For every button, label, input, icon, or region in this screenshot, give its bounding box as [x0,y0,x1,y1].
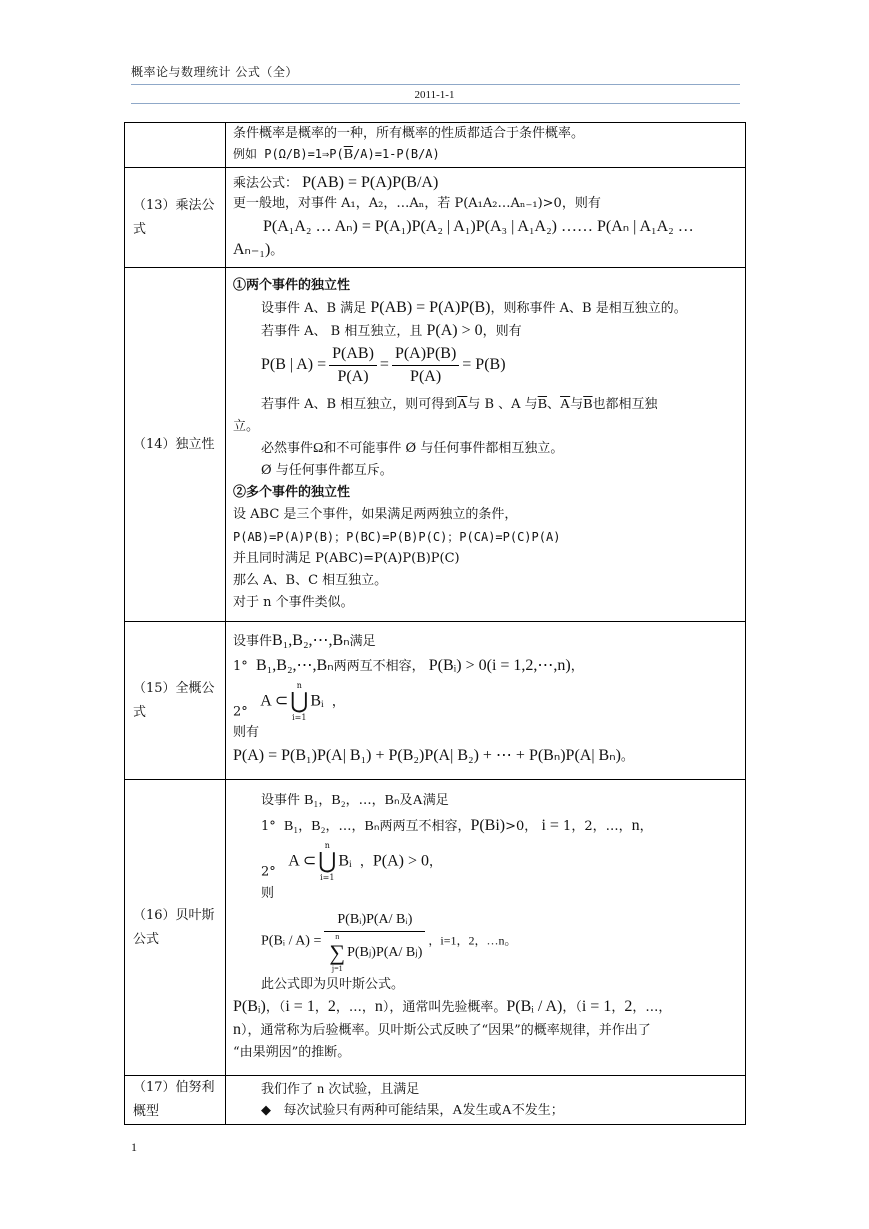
text-line: 则 [261,886,275,901]
formula-line: P(A₁A₂ … Aₙ) = P(A₁)P(A₂ | A₁)P(A₃ | A₁A₂) …… P(Aₙ | A₁A₂ … [263,218,694,235]
table-row-total-probability [125,622,746,780]
table-row-independence [125,268,746,622]
text-line: 则有 [233,724,260,740]
text-line: ◆ 每次试验只有两种可能结果，A发生或A不发生； [261,1102,564,1118]
table-row-conditional [125,123,746,168]
row-content [226,622,746,780]
text-line: 若事件 A、 B 相互独立，且 P(A) > 0，则有 [261,321,522,339]
header-date: 2011-1-1 [414,89,455,101]
text-line: 立。 [233,418,260,434]
text-line: P(Bᵢ)，（i = 1，2，…，n），通常叫先验概率。P(Bᵢ / A)，（i = 1，2，…， [233,998,672,1015]
text-line: 对于 n 个事件类似。 [233,594,354,610]
row-label: （17）伯努利概型 [125,1076,226,1125]
formula-line: Aₙ₋₁)。 [233,241,284,258]
formula-line: 2° A ⊂ n ⋃ i=1 Bᵢ ， [233,680,345,722]
text-line: 我们作了 n 次试验，且满足 [261,1081,420,1097]
text-line: “由果朔因”的推断。 [233,1045,351,1060]
text-line: 那么 A、B、C 相互独立。 [233,572,388,588]
text-line: 条件概率是概率的一种，所有概率的性质都适合于条件概率。 [233,126,585,141]
row-content [226,168,746,268]
text-line: n），通常称为后验概率。贝叶斯公式反映了“因果”的概率规律，并作出了 [233,1021,651,1038]
bayes-formula: P(Bᵢ / A) = P(Bᵢ)P(A/ Bᵢ) n ∑ j=1 P(Bⱼ)P(A/ Bⱼ) ，i=1，2，…n。 [233,909,741,974]
section-heading: ①两个事件的独立性 [233,277,351,293]
section-heading: ②多个事件的独立性 [233,484,351,500]
table-row-bayes [125,780,746,1076]
header-rule-bottom [131,103,740,104]
row-label: （14）独立性 [125,268,226,622]
text-line: 1° B₁,B₂,⋯,Bₙ两两互不相容， P(Bᵢ) > 0(i = 1,2,⋯,n)， [233,656,584,674]
table-row-bernoulli [125,1076,746,1125]
text-line: 设事件 B₁，B₂，…，Bₙ及A满足 [261,793,449,808]
row-content [226,268,746,622]
header-title: 概率论与数理统计 公式（全） [131,65,298,79]
row-content [226,1076,746,1125]
formula-table [124,122,746,1125]
row-content [226,780,746,1076]
row-label: （15）全概公式 [125,622,226,780]
formula-line: 2° A ⊂ n ⋃ i=1 Bᵢ ，P(A) > 0， [261,841,443,882]
text-line: 设 ABC 是三个事件，如果满足两两独立的条件， [233,506,518,522]
text-line: 设事件B₁,B₂,⋯,Bₙ满足 [233,631,376,649]
formula-line: P(A) = P(B₁)P(A| B₁) + P(B₂)P(A| B₂) + ⋯ + P(Bₙ)P(A| Bₙ)。 [233,746,634,764]
text-line: 设事件 A、B 满足 P(AB) = P(A)P(B)，则称事件 A、B 是相互独立的。 [261,298,687,316]
row-label: （16）贝叶斯公式 [125,780,226,1076]
formula-line: 乘法公式： P(AB) = P(A)P(B/A) [233,174,439,191]
formula-line: 例如 $P(\Omega/B)=1\Rightarrow P(\overline{B}/A)=1-P(B/A)$ [233,147,440,162]
bullet-icon: ◆ [261,1102,271,1118]
text-line: 1° B₁，B₂，…，Bₙ两两互不相容，P(Bi)>0， i = 1，2，…，n， [261,817,653,834]
page-number: 1 [131,1140,137,1154]
formula-line: P(B | A) = $\frac{P(AB)}{P(A)}$ = $\frac{P(A)P(B)}{P(A)}$ = P(B) [261,344,506,385]
text-line: 更一般地，对事件 A₁，A₂，…Aₙ，若 P(A₁A₂…Aₙ₋₁)>0，则有 [233,196,601,211]
row-label [125,123,226,168]
table-row-multiplication [125,168,746,268]
formula-line: P(AB)=P(A)P(B)；P(BC)=P(B)P(C)；P(CA)=P(C)P(A) [233,529,561,544]
text-line: 若事件 A、B 相互独立，则可得到$\overline{A}$与 B 、A 与$\overline{B}$、$\overline{A}$与$\overline{B}$也都相互独 [261,396,658,412]
header-rule-top [131,84,740,85]
row-content [226,123,746,168]
text-line: Ø 与任何事件都互斥。 [261,462,393,478]
text-line: 此公式即为贝叶斯公式。 [261,977,405,992]
text-line: 必然事件Ω和不可能事件 Ø 与任何事件都相互独立。 [261,440,564,456]
text-line: 并且同时满足 P(ABC)=P(A)P(B)P(C) [233,550,460,566]
row-label: （13）乘法公式 [125,168,226,268]
